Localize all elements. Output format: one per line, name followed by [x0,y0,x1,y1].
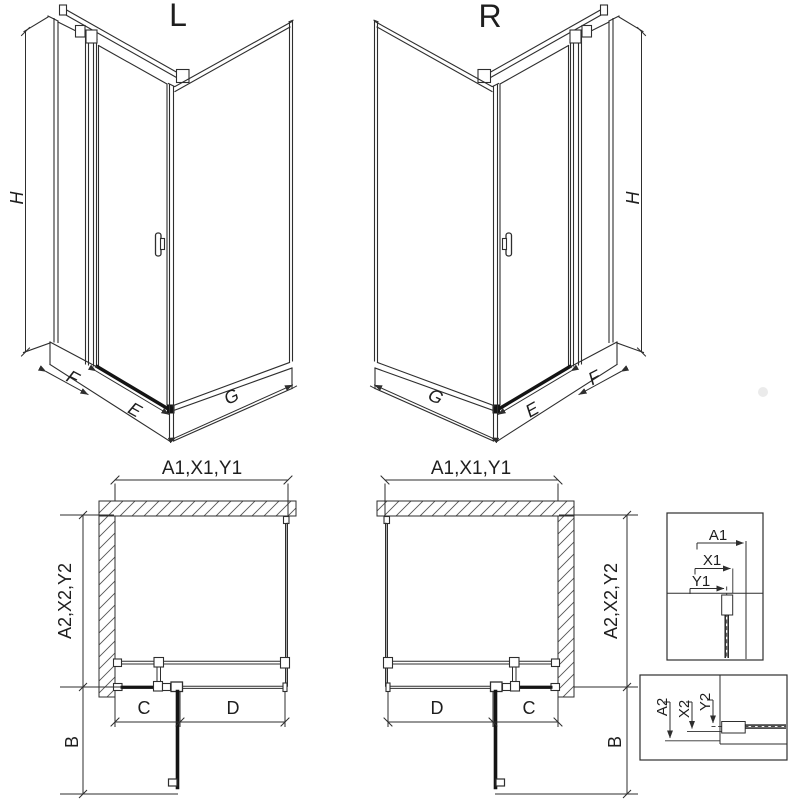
plan-left-dim-d: D [226,698,240,718]
plan-view-right [377,458,638,798]
watermark-dot [758,387,768,397]
iso-view-left [7,0,297,441]
plan-right-dim-side: A2,X2,Y2 [601,562,621,640]
plan-left-side-wall [99,516,115,697]
plan-right-dim-c: C [522,698,536,718]
iso-right-label: R [478,0,502,34]
plan-left-side-dims [60,511,178,798]
detail-side-dim-y2: Y2 [697,692,714,712]
plan-left-top-wall [99,501,296,516]
iso-right-dim-g: G [424,384,447,409]
iso-view-right [371,0,646,441]
iso-right-dim-h: H [623,191,643,205]
plan-left-dim-c: C [137,698,151,718]
detail-top-dim-y1: Y1 [691,573,711,590]
detail-top-dim-x1: X1 [702,552,722,569]
iso-right-dim-e: E [521,398,543,422]
iso-right-dim-f: F [584,366,604,390]
iso-left-dim-h: H [7,191,27,205]
plan-right-dim-b: B [605,735,625,749]
detail-side-dim-a2: A2 [654,697,671,717]
detail-box-top-wall [667,513,763,660]
plan-right-dim-top: A1,X1,Y1 [430,458,512,479]
iso-left-dim-f: F [63,366,83,390]
plan-left-dim-side: A2,X2,Y2 [55,562,75,640]
iso-left-dim-e: E [124,398,146,422]
plan-view-left [55,458,296,798]
iso-left-dim-g: G [220,384,243,409]
plan-left-dim-top: A1,X1,Y1 [161,458,243,479]
detail-top-dim-a1: A1 [708,527,728,544]
plan-left-dim-b: B [62,735,82,749]
plan-right-dim-d: D [430,698,444,718]
iso-left-label: L [169,0,187,33]
detail-side-dim-x2: X2 [676,699,693,719]
plan-right-side-wall [558,516,574,697]
detail-box-side-wall [640,675,787,760]
plan-right-top-wall [377,501,574,516]
